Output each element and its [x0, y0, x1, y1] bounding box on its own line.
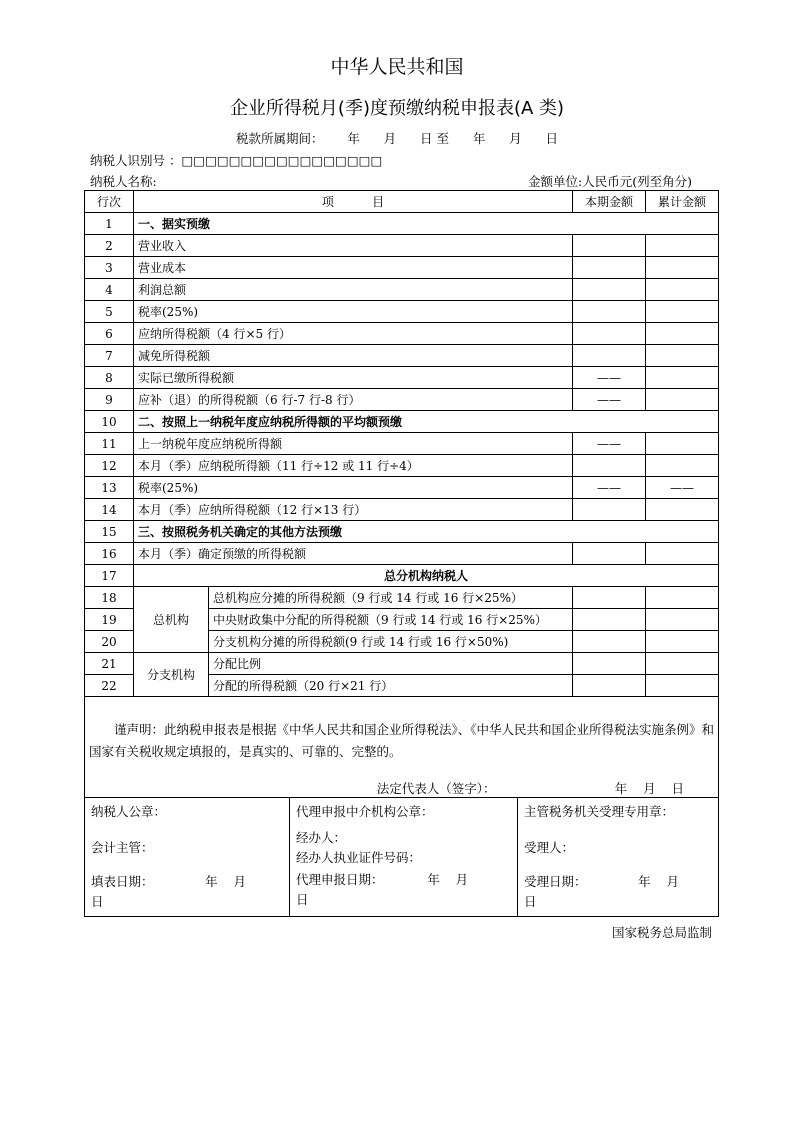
table-row — [85, 279, 719, 301]
row-item-label: 实际已缴所得税额 — [134, 367, 573, 389]
agent-seal: 代理申报中介机构公章： — [296, 804, 434, 819]
row-item-label: 税率(25%) — [134, 301, 573, 323]
row-item-label: 营业成本 — [134, 257, 573, 279]
receive-date: 受理日期： 年 月 日 — [524, 874, 680, 909]
row-item-label: 税率(25%) — [134, 477, 573, 499]
current-amount-cell: —— — [573, 433, 646, 455]
declaration-cell — [85, 697, 719, 798]
row-number: 6 — [85, 323, 134, 345]
row-item-label: 上一纳税年度应纳税所得额 — [134, 433, 573, 455]
row-number: 19 — [85, 609, 134, 631]
row-item-label: 分配比例 — [209, 653, 573, 675]
row-item-label: 本月（季）应纳所得税额（12 行×13 行） — [134, 499, 573, 521]
current-amount-cell — [573, 345, 646, 367]
table-row — [85, 389, 719, 411]
taxpayer-seal: 纳税人公章： — [91, 804, 167, 819]
signature-line: 法定代表人（签字）： 年 月 日 — [376, 781, 684, 796]
cumulative-amount-cell — [646, 499, 719, 521]
cumulative-amount-cell — [646, 235, 719, 257]
row-number: 21 — [85, 653, 134, 675]
footer-tax-authority — [518, 798, 719, 917]
row-number: 3 — [85, 257, 134, 279]
receiver-label: 受理人： — [524, 840, 575, 855]
row-item-label: 本月（季）确定预缴的所得税额 — [134, 543, 573, 565]
current-amount-cell — [573, 301, 646, 323]
row-item-label: 应纳所得税额（4 行×5 行） — [134, 323, 573, 345]
cumulative-amount-cell — [646, 631, 719, 653]
table-row — [85, 213, 719, 235]
current-amount-cell — [573, 631, 646, 653]
cumulative-amount-cell — [646, 323, 719, 345]
cumulative-amount-cell — [646, 543, 719, 565]
fill-date: 填表日期： 年 月 日 — [91, 874, 247, 909]
form-title: 企业所得税月(季)度预缴纳税申报表(A 类) — [229, 98, 565, 119]
cumulative-amount-cell — [646, 367, 719, 389]
table-row — [85, 323, 719, 345]
row-number: 12 — [85, 455, 134, 477]
row-number: 13 — [85, 477, 134, 499]
table-row — [85, 411, 719, 433]
group-branch: 分支机构 — [134, 653, 209, 697]
table-row — [85, 499, 719, 521]
footer-table — [84, 797, 719, 917]
declaration-row — [85, 697, 719, 798]
current-amount-cell — [573, 455, 646, 477]
header-cumulative: 累计金额 — [646, 191, 719, 213]
header-row-no: 行次 — [85, 191, 134, 213]
row-item-label: 中央财政集中分配的所得税额（9 行或 14 行或 16 行×25%） — [209, 609, 573, 631]
header-item: 项 目 — [134, 191, 573, 213]
agent-handler: 经办人： — [296, 830, 347, 845]
row-number: 4 — [85, 279, 134, 301]
cumulative-amount-cell — [646, 653, 719, 675]
declaration-text: 谨声明：此纳税申报表是根据《中华人民共和国企业所得税法》、《中华人民共和国企业所得税法实施条例》和国家有关税收规定填报的，是真实的、可靠的、完整的。 — [89, 722, 715, 759]
row-number: 22 — [85, 675, 134, 697]
row-item-label: 总机构应分摊的所得税额（9 行或 14 行或 16 行×25%） — [209, 587, 573, 609]
cumulative-amount-cell — [646, 675, 719, 697]
supervisor-note: 国家税务总局监制 — [611, 925, 712, 940]
row-item-label: 本月（季）应纳税所得额（11 行÷12 或 11 行÷4） — [134, 455, 573, 477]
amount-unit: 金额单位:人民币元(列至角分) — [528, 174, 692, 189]
accountant-label: 会计主管： — [91, 840, 154, 855]
current-amount-cell — [573, 675, 646, 697]
section-heading: 三、按照税务机关确定的其他方法预缴 — [134, 521, 719, 543]
current-amount-cell — [573, 257, 646, 279]
cumulative-amount-cell — [646, 587, 719, 609]
table-row — [85, 587, 719, 609]
row-item-label: 应补（退）的所得税额（6 行-7 行-8 行） — [134, 389, 573, 411]
current-amount-cell — [573, 323, 646, 345]
cumulative-amount-cell — [646, 455, 719, 477]
row-item-label: 分配的所得税额（20 行×21 行） — [209, 675, 573, 697]
current-amount-cell — [573, 587, 646, 609]
section-heading: 总分机构纳税人 — [134, 565, 719, 587]
table-row — [85, 477, 719, 499]
cumulative-amount-cell — [646, 345, 719, 367]
row-item-label: 营业收入 — [134, 235, 573, 257]
cumulative-amount-cell — [646, 301, 719, 323]
cumulative-amount-cell — [646, 257, 719, 279]
row-number: 8 — [85, 367, 134, 389]
agent-date: 代理申报日期： 年 月 日 — [296, 872, 469, 907]
table-row — [85, 367, 719, 389]
title-country: 中华人民共和国 — [330, 56, 464, 78]
footer-taxpayer — [85, 798, 290, 917]
row-number: 11 — [85, 433, 134, 455]
tax-period: 税款所属期间： 年 月 日 至 年 月 日 — [235, 131, 559, 146]
cumulative-amount-cell — [646, 609, 719, 631]
section-heading: 二、按照上一纳税年度应纳税所得额的平均额预缴 — [134, 411, 719, 433]
row-number: 5 — [85, 301, 134, 323]
table-header-row — [85, 191, 719, 213]
group-head-office: 总机构 — [134, 587, 209, 653]
current-amount-cell — [573, 609, 646, 631]
table-row — [85, 565, 719, 587]
row-number: 16 — [85, 543, 134, 565]
table-row — [85, 235, 719, 257]
row-item-label: 利润总额 — [134, 279, 573, 301]
row-item-label: 分支机构分摊的所得税额(9 行或 14 行或 16 行×50%) — [209, 631, 573, 653]
row-number: 10 — [85, 411, 134, 433]
cumulative-amount-cell — [646, 389, 719, 411]
row-number: 2 — [85, 235, 134, 257]
table-row — [85, 455, 719, 477]
taxpayer-id: 纳税人识别号 ：□□□□□□□□□□□□□□□□□ — [90, 153, 383, 168]
row-number: 9 — [85, 389, 134, 411]
row-number: 15 — [85, 521, 134, 543]
current-amount-cell — [573, 235, 646, 257]
current-amount-cell — [573, 543, 646, 565]
agent-cert: 经办人执业证件号码： — [296, 850, 422, 865]
cumulative-amount-cell — [646, 279, 719, 301]
table-row — [85, 521, 719, 543]
row-number: 18 — [85, 587, 134, 609]
current-amount-cell: —— — [573, 389, 646, 411]
row-number: 7 — [85, 345, 134, 367]
taxpayer-name: 纳税人名称: — [90, 174, 157, 189]
table-row — [85, 543, 719, 565]
current-amount-cell: —— — [573, 477, 646, 499]
row-number: 1 — [85, 213, 134, 235]
table-row — [85, 345, 719, 367]
authority-seal: 主管税务机关受理专用章： — [524, 804, 675, 819]
section-heading: 一、据实预缴 — [134, 213, 719, 235]
current-amount-cell — [573, 653, 646, 675]
row-number: 20 — [85, 631, 134, 653]
current-amount-cell: —— — [573, 367, 646, 389]
cumulative-amount-cell: —— — [646, 477, 719, 499]
current-amount-cell — [573, 499, 646, 521]
table-row — [85, 257, 719, 279]
footer-agent — [290, 798, 518, 917]
row-item-label: 减免所得税额 — [134, 345, 573, 367]
cumulative-amount-cell — [646, 433, 719, 455]
header-current: 本期金额 — [573, 191, 646, 213]
row-number: 14 — [85, 499, 134, 521]
table-row — [85, 301, 719, 323]
current-amount-cell — [573, 279, 646, 301]
table-row — [85, 653, 719, 675]
table-row — [85, 433, 719, 455]
row-number: 17 — [85, 565, 134, 587]
declaration-table — [84, 190, 719, 798]
